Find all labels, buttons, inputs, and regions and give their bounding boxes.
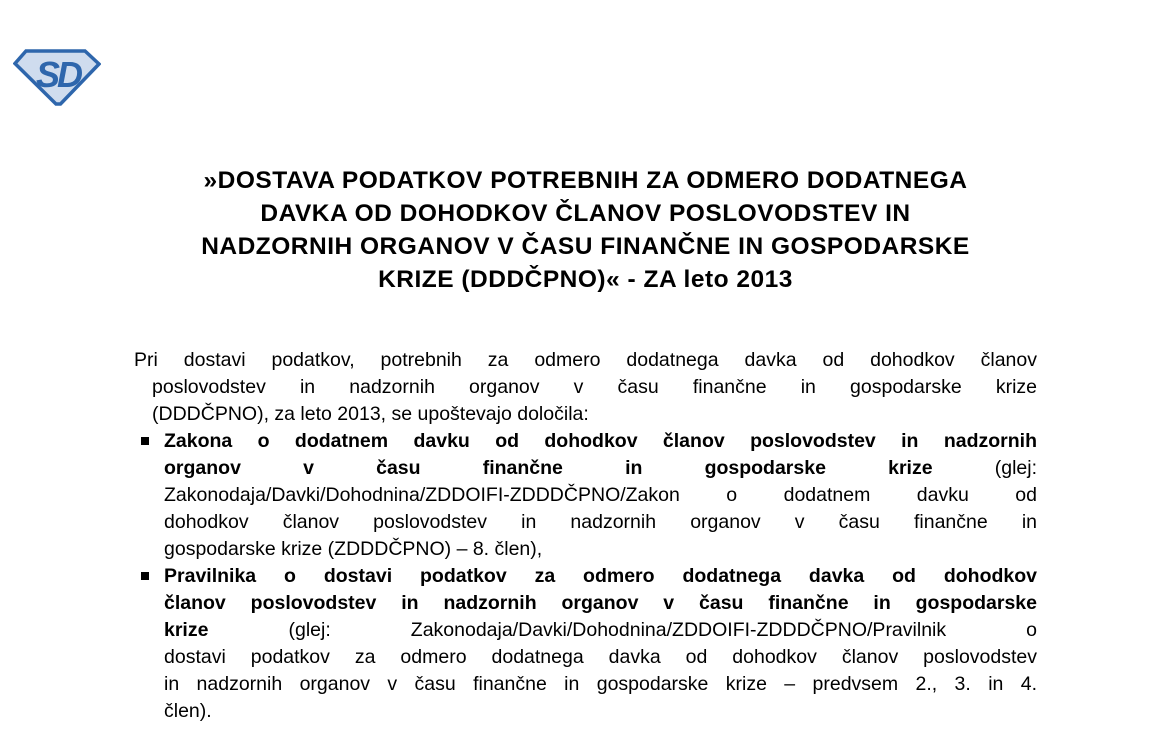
bullet-bold-text: krize: [164, 619, 209, 641]
list-item-line: [134, 428, 1037, 455]
list-item-line: [134, 617, 1037, 644]
bullet-regular-text: (glej:: [932, 457, 1037, 479]
bullet-regular-text: dohodkov članov poslovodstev in nadzornih organov v času finančne in: [164, 511, 1037, 533]
bullet-regular-text: in nadzornih organov v času finančne in gospodarske krize – predvsem 2., 3. in 4.: [164, 673, 1037, 695]
bullet-bold-text: članov poslovodstev in nadzornih organov v času finančne in gospodarske: [164, 592, 1037, 614]
bullet-regular-text: dostavi podatkov za odmero dodatnega davka od dohodkov članov poslovodstev: [164, 646, 1037, 668]
bullet-regular-text: Zakonodaja/Davki/Dohodnina/ZDDOIFI-ZDDDČPNO/Zakon o dodatnem davku od: [164, 484, 1037, 506]
title-line: »DOSTAVA PODATKOV POTREBNIH ZA ODMERO DODATNEGA: [203, 167, 968, 194]
title-line: NADZORNIH ORGANOV V ČASU FINANČNE IN GOSPODARSKE: [201, 233, 970, 260]
bullet-regular-text: (glej: Zakonodaja/Davki/Dohodnina/ZDDOIFI-ZDDDČPNO/Pravilnik o: [208, 619, 1037, 641]
document-body: [134, 347, 1037, 725]
paragraph-line: poslovodstev in nadzornih organov v času finančne in gospodarske krize: [152, 376, 1037, 398]
title-line: DAVKA OD DOHODKOV ČLANOV POSLOVODSTEV IN: [260, 200, 911, 227]
list-item-line: [134, 644, 1037, 671]
list-item-line: [134, 455, 1037, 482]
document-title: [134, 164, 1037, 296]
list-item-line: [134, 509, 1037, 536]
bullet-regular-text: člen).: [164, 700, 212, 722]
bullet-bold-text: Zakona o dodatnem davku od dohodkov članov poslovodstev in nadzornih: [164, 430, 1037, 452]
list-item-line: [134, 698, 1037, 725]
paragraph-line: Pri dostavi podatkov, potrebnih za odmero dodatnega davka od dohodkov članov: [134, 349, 1037, 371]
bullet-bold-text: organov v času finančne in gospodarske krize: [164, 457, 933, 479]
paragraph-line: (DDDČPNO), za leto 2013, se upoštevajo določila:: [152, 403, 589, 425]
title-line: KRIZE (DDDČPNO)« - ZA leto 2013: [378, 266, 793, 293]
list-item-line: [134, 671, 1037, 698]
list-item-line: [134, 482, 1037, 509]
bullet-square-icon: [141, 437, 149, 445]
list-item-line: [134, 590, 1037, 617]
sd-logo-icon: [13, 49, 101, 106]
list-item-line: [134, 563, 1037, 590]
bullet-square-icon: [141, 572, 149, 580]
bullet-bold-text: Pravilnika o dostavi podatkov za odmero dodatnega davka od dohodkov: [164, 565, 1037, 587]
list-item-line: [134, 536, 1037, 563]
bullet-regular-text: gospodarske krize (ZDDDČPNO) – 8. člen),: [164, 538, 543, 560]
logo-monogram: SD: [35, 54, 81, 95]
